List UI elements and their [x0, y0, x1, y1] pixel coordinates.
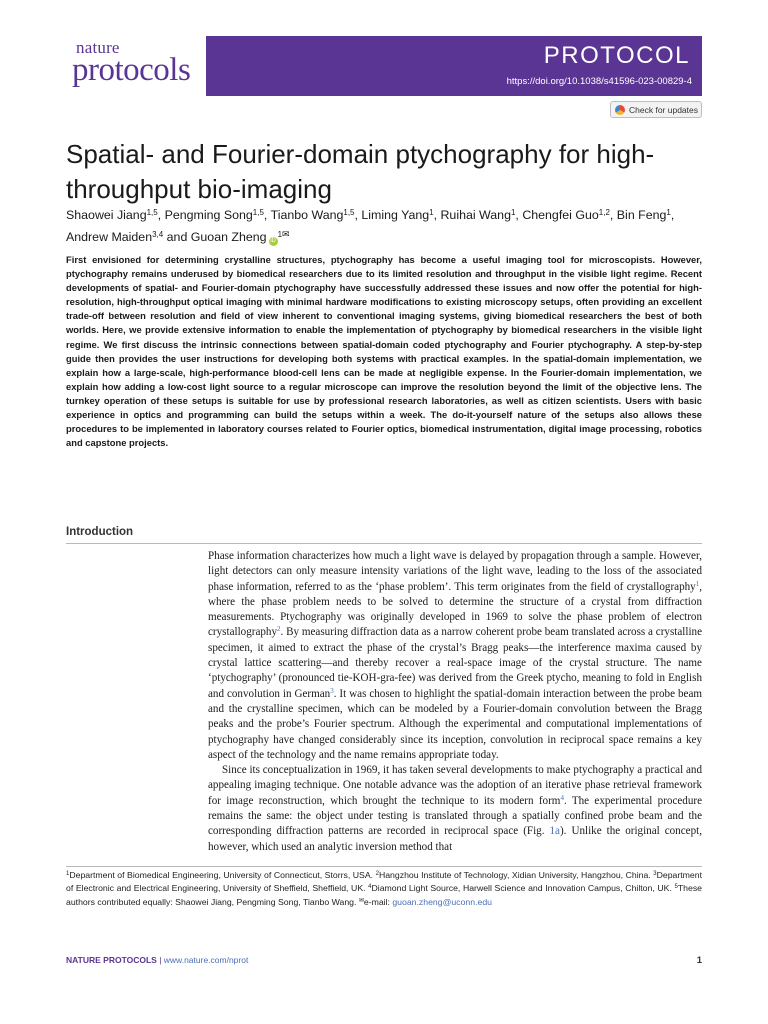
envelope-icon[interactable]: ✉ [282, 229, 290, 239]
author-list: Shaowei Jiang$^{1,5}$, Pengming Song$^{1,5}$, Tianbo Wang$^{1,5}$, Liming Yang$^1$, Ruihai Wang$^1$, Chengfei Guo$^{1,2}$, Bin Feng$^1$, Andrew Maiden$^{3,4}$ and Guoan Zheng $iD^{1✉}$ [66, 208, 675, 244]
author-name[interactable]: Liming Yang [361, 208, 430, 222]
crossmark-icon [615, 105, 625, 115]
affiliation-number: 2 [375, 871, 379, 877]
author-affiliation: 1,2 [598, 208, 610, 217]
text-run: , where the phase problem needs to be solved to determine the structure of a crystal from diffraction measurements. Ptychography was originally developed in 1969 to solve the phase problem of electron crystallography [208, 580, 702, 639]
author-affiliation: 1,5 [252, 208, 264, 217]
author-affiliation: 1 [277, 230, 283, 239]
email-label: e-mail: [363, 896, 393, 907]
citation-link[interactable]: 1 [695, 579, 700, 588]
author-name[interactable]: Pengming Song [164, 208, 253, 222]
footnote-divider [66, 866, 702, 867]
section-heading: Introduction [66, 526, 134, 538]
text-run: Since its conceptualization in 1969, it has taken several developments to make ptychography a practical and appealing imaging technique. One notable advance was the adoption of an iterative phase retrieval framework for image reconstruction, which brought the technique to its modern form [208, 764, 702, 807]
affiliation-number: 4 [368, 884, 372, 891]
affiliations [66, 869, 702, 909]
text-run: . By measuring diffraction data as a narrow coherent probe beam translated across a crystalline specimen, it aimed to extract the phase of the crystal’s Bragg peaks—the interference maxima caused by crystal lattice scattering—and thereby recover a real-space image of the crystal structure. The name ‘ptychography’ (pronounced tie-KOH-gra-fee) was derived from the Greek ptycho, meaning to fold in English and convolution in German [208, 626, 702, 700]
journal-header-bar [66, 36, 702, 96]
logo-nature-text: nature [76, 38, 120, 57]
body-text [208, 549, 702, 855]
envelope-icon: ✉ [358, 897, 364, 904]
author-name[interactable]: Ruihai Wang [440, 208, 511, 222]
text-run: Phase information characterizes how much a light wave is delayed by propagation through a sample. However, light detectors can only measure intensity variations of the light wave, leading to the loss of the associated phase information, referred to as the ‘phase problem’. This term originates from the field of crystallography [208, 550, 702, 593]
author-name[interactable]: Bin Feng [616, 208, 667, 222]
doi-link[interactable]: https://doi.org/10.1038/s41596-023-00829-4 [506, 76, 692, 87]
page-number: 1 [696, 955, 702, 966]
author-name[interactable]: Andrew Maiden [66, 230, 153, 244]
author-affiliation: 1,5 [146, 208, 158, 217]
author-affiliation: 1 [510, 208, 516, 217]
text-run: . The experimental procedure remains the same: the object under testing is translated through a spatially confined probe beam and the corresponding diffraction patterns are recorded in reciprocal space (Fig. [208, 794, 702, 838]
figure-link[interactable]: 1a [549, 825, 560, 838]
author-name[interactable]: Tianbo Wang [270, 208, 344, 222]
article-title: Spatial- and Fourier-domain ptychography for high-throughput bio-imaging [66, 139, 655, 205]
citation-link[interactable]: 4 [560, 793, 564, 802]
author-affiliation: 3,4 [152, 230, 164, 239]
orcid-icon[interactable]: iD [270, 238, 276, 244]
author-affiliation: 1,5 [343, 208, 355, 217]
affiliation-number: 5 [674, 884, 678, 891]
section-divider [66, 543, 702, 544]
affiliation: Diamond Light Source, Harwell Science and Innovation Campus, Chilton, UK. [371, 883, 675, 894]
check-for-updates-label: Check for updates [629, 104, 698, 115]
affiliation: Department of Electronic and Electrical Engineering, University of Sheffield, Sheffield, UK. [66, 870, 702, 894]
citation-link[interactable]: 2 [277, 625, 281, 634]
author-affiliation: 1 [666, 208, 671, 217]
article-type-label: PROTOCOL [543, 42, 690, 69]
abstract: First envisioned for determining crystalline structures, ptychography has become a useful imaging tool for microscopists. However, ptychography remains underused by biomedical researchers due to its limited resolution and throughput in the visible light regime. Recent developments of spatial- and Fourier-domain ptychography have successfully addressed these issues and now offer the potential for high-resolution, high-throughput optical imaging with minimal hardware modifications to existing microscopy setups, often providing an excellent trade-off between resolution and field of view inherent to conventional imaging systems, giving biomedical researchers the best of both worlds. Here, we provide extensive information to enable the implementation of ptychography by biomedical researchers in the visible light regime. We first discuss the intrinsic connections between spatial-domain coded ptychography and Fourier ptychography. A step-by-step guide then provides the user instructions for developing both systems with practical examples. In the spatial-domain implementation, we explain how a large-scale, high-performance blood-cell lens can be made at negligible expense. In the Fourier-domain implementation, we explain how adding a low-cost light source to a regular microscope can improve the resolution beyond the limit of the objective lens. The turnkey operation of these setups is suitable for use by professional research laboratories, as well as citizen scientists. Users with basic experience in optics and programming can build the setups within a week. The do-it-yourself nature of the setups also allows these procedures to be implemented in laboratory courses related to Fourier optics, biomedical instrumentation, digital image processing, robotics and capstone projects. [66, 254, 702, 449]
footer-separator: | [156, 955, 164, 965]
journal-logo[interactable] [66, 36, 206, 96]
logo-protocols-text: protocols [72, 52, 191, 88]
footer-journal-name: NATURE PROTOCOLS [66, 955, 157, 965]
text-run: ). Unlike the original concept, however, which used an analytic inversion method that [208, 825, 702, 853]
author-name[interactable]: Chengfei Guo [522, 208, 599, 222]
footer-url-link[interactable]: www.nature.com/nprot [163, 955, 249, 965]
affiliation: Department of Biomedical Engineering, University of Connecticut, Storrs, USA. [69, 870, 376, 880]
affiliation-number: 3 [653, 871, 657, 877]
text-run: . It was chosen to highlight the spatial-domain interaction between the probe beam and the crystalline specimen, which can be modeled by a Fourier-domain convolution between the Bragg peaks and the probe’s Fourier spectrum. Although the experimental and computational implementations of ptychography have changed considerably since its inception, convolution in reciprocal space remains a key aspect of the technology and the name remains appropriate today. [208, 687, 702, 761]
page-footer [66, 955, 702, 965]
author-name[interactable]: Shaowei Jiang [66, 208, 147, 222]
citation-link[interactable]: 3 [330, 686, 334, 695]
check-for-updates-button[interactable] [610, 101, 702, 118]
affiliation: These authors contributed equally: Shaowei Jiang, Pengming Song, Tianbo Wang. [66, 883, 702, 907]
paragraph [208, 549, 702, 763]
paragraph [208, 763, 702, 855]
author-name[interactable]: Guoan Zheng [190, 230, 267, 244]
affiliation: Hangzhou Institute of Technology, Xidian University, Hangzhou, China. [378, 870, 654, 880]
affiliation-number: 1 [66, 871, 70, 877]
author-affiliation: 1 [429, 208, 434, 217]
email-link[interactable]: guoan.zheng@uconn.edu [392, 896, 492, 907]
